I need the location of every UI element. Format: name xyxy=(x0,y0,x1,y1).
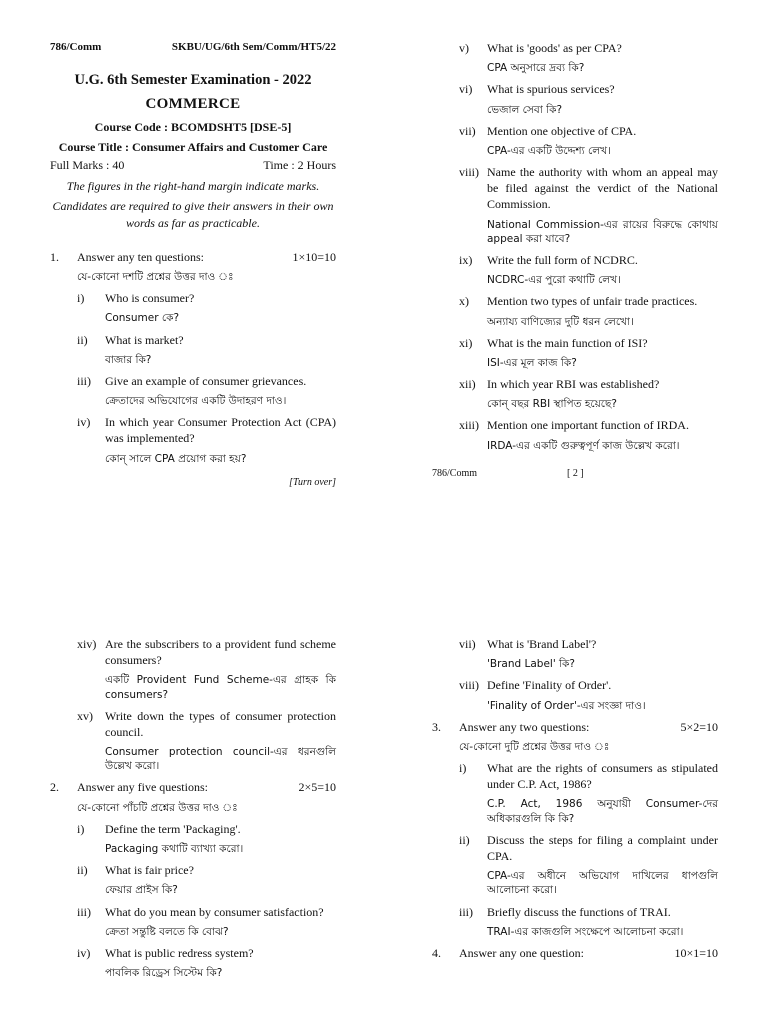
list-item xyxy=(77,373,336,408)
item-text-bengali: ISI-এর মূল কাজ কি? xyxy=(487,356,577,369)
instructions-line-2: Candidates are required to give their answers in their own words as far as practicable. xyxy=(52,199,334,230)
item-text-bengali: 'Finality of Order'-এর সংজ্ঞা দাও। xyxy=(487,699,646,712)
item-number: ii) xyxy=(77,863,88,878)
list-item xyxy=(459,760,718,826)
item-text: In which year RBI was established? xyxy=(487,377,660,392)
marks-time-row xyxy=(50,157,336,173)
question-number: 4. xyxy=(432,945,441,960)
question-number: 3. xyxy=(432,719,441,734)
question-2-bengali: যে-কোনো পাঁচটি প্রশ্নের উত্তর দাও ঃ xyxy=(77,801,238,814)
item-text: Who is consumer? xyxy=(105,291,195,306)
paper-code: 786/Comm xyxy=(50,41,102,53)
list-item xyxy=(77,636,336,702)
item-text-bengali: CPA অনুসারে দ্রব্য কি? xyxy=(487,62,585,75)
footer-code: 786/Comm xyxy=(432,467,478,479)
item-number: ix) xyxy=(459,252,473,267)
question-3-bengali: যে-কোনো দুটি প্রশ্নের উত্তর দাও ঃ xyxy=(459,740,610,753)
item-number: iv) xyxy=(77,415,91,430)
item-text-bengali: ক্রেতা সন্তুষ্টি বলতে কি বোঝ? xyxy=(105,925,229,938)
item-number: ii) xyxy=(77,332,88,347)
item-text-bengali: IRDA-এর একটি গুরুত্বপূর্ণ কাজ উল্লেখ করো। xyxy=(487,439,680,452)
list-item xyxy=(459,417,718,452)
item-number: vii) xyxy=(459,637,476,651)
page-footer xyxy=(432,467,718,481)
list-item xyxy=(459,293,718,328)
item-text-bengali: ভেজাল সেবা কি? xyxy=(487,103,563,116)
page-bottom-right xyxy=(432,636,718,961)
item-number: iv) xyxy=(77,945,91,960)
item-text: Are the subscribers to a provident fund scheme consumers? xyxy=(105,637,336,668)
item-number: i) xyxy=(77,821,85,836)
item-text: What do you mean by consumer satisfaction? xyxy=(105,904,324,919)
question-1 xyxy=(50,249,336,265)
item-text: What is 'Brand Label'? xyxy=(487,637,597,651)
list-item xyxy=(77,904,336,939)
question-2 xyxy=(50,779,336,795)
page-top-right xyxy=(432,40,718,480)
item-text-bengali: Packaging কথাটি ব্যাখ্যা করো। xyxy=(105,842,244,855)
item-number: i) xyxy=(77,291,85,306)
page-top-left xyxy=(50,40,336,489)
question-text: Answer any one question: xyxy=(459,945,584,960)
question-marks: 1×10=10 xyxy=(292,249,336,264)
item-text-bengali: TRAI-এর কাজগুলি সংক্ষেপে আলোচনা করো। xyxy=(487,925,684,938)
item-number: xii) xyxy=(459,377,476,392)
list-item xyxy=(459,81,718,116)
list-item xyxy=(459,636,718,671)
item-number: xiv) xyxy=(77,637,97,651)
item-text-bengali: C.P. Act, 1986 অনুযায়ী Consumer-দের অধিকারগুলি কি কি? xyxy=(487,798,718,825)
item-text-bengali: CPA-এর একটি উদ্দেশ্য লেখ। xyxy=(487,144,611,157)
footer-page-number: [ 2 ] xyxy=(567,467,584,479)
item-number: viii) xyxy=(459,165,479,180)
turn-over-note: [Turn over] xyxy=(289,476,336,488)
item-text: Discuss the steps for filing a complaint under CPA. xyxy=(487,832,718,863)
item-number: viii) xyxy=(459,678,479,693)
question-text: Answer any five questions: xyxy=(77,780,208,795)
list-item xyxy=(459,376,718,411)
item-text-bengali: CPA-এর অধীনে অভিযোগ দাখিলের ধাপগুলি আলোচনা করো। xyxy=(487,870,718,897)
item-text: What are the rights of consumers as stipulated under C.P. Act, 1986? xyxy=(487,761,718,792)
question-number: 2. xyxy=(50,780,59,795)
list-item xyxy=(459,904,718,939)
item-text: What is the main function of ISI? xyxy=(487,335,648,350)
item-text-bengali: National Commission-এর রায়ের বিরুদ্ধে কোথায় appeal করা যাবে? xyxy=(487,218,718,245)
exam-title: U.G. 6th Semester Examination - 2022 xyxy=(74,71,312,88)
item-number: iii) xyxy=(77,904,91,919)
list-item xyxy=(77,821,336,856)
item-text: Mention one objective of CPA. xyxy=(487,123,637,138)
list-item xyxy=(77,332,336,367)
item-text-bengali: একটি Provident Fund Scheme-এর গ্রাহক কি consumers? xyxy=(105,674,336,701)
list-item xyxy=(459,832,718,898)
item-text: Write down the types of consumer protection council. xyxy=(105,708,336,739)
item-number: xv) xyxy=(77,708,93,723)
item-number: i) xyxy=(459,761,467,776)
header-row xyxy=(50,40,336,55)
list-item xyxy=(77,862,336,897)
item-text: Write the full form of NCDRC. xyxy=(487,252,638,267)
item-number: vii) xyxy=(459,123,476,138)
question-3 xyxy=(432,719,718,735)
list-item xyxy=(459,252,718,287)
list-item xyxy=(77,708,336,774)
item-text-bengali: কোন্ বছর RBI স্থাপিত হয়েছে? xyxy=(487,398,617,411)
question-text: Answer any two questions: xyxy=(459,719,590,734)
item-text: Define the term 'Packaging'. xyxy=(105,821,241,836)
item-text-bengali: 'Brand Label' কি? xyxy=(487,658,575,671)
question-1-bengali: যে-কোনো দশটি প্রশ্নের উত্তর দাও ঃ xyxy=(77,270,234,283)
item-text: What is spurious services? xyxy=(487,82,615,97)
question-text: Answer any ten questions: xyxy=(77,249,204,264)
item-text: What is 'goods' as per CPA? xyxy=(487,41,622,55)
item-text-bengali: NCDRC-এর পুরো কথাটি লেখ। xyxy=(487,274,621,287)
instructions-line-1: The figures in the right-hand margin indicate marks. xyxy=(66,179,320,194)
list-item xyxy=(459,677,718,712)
question-marks: 10×1=10 xyxy=(674,945,718,960)
item-text: Mention two types of unfair trade practices. xyxy=(487,294,698,309)
list-item xyxy=(459,40,718,75)
item-text-bengali: পাবলিক রিড্রেস সিস্টেম কি? xyxy=(105,967,223,980)
item-text: In which year Consumer Protection Act (CPA) was implemented? xyxy=(105,415,336,446)
list-item xyxy=(77,414,336,466)
item-text-bengali: ফেয়ার প্রাইস কি? xyxy=(105,884,178,897)
list-item xyxy=(77,945,336,980)
item-text-bengali: ক্রেতাদের অভিযোগের একটি উদাহরণ দাও। xyxy=(105,395,287,408)
subject-title: COMMERCE xyxy=(145,96,241,113)
page-bottom-left xyxy=(50,636,336,980)
course-code: Course Code : BCOMDSHT5 [DSE-5] xyxy=(94,119,292,134)
item-number: x) xyxy=(459,294,469,309)
item-text: Briefly discuss the functions of TRAI. xyxy=(487,904,671,919)
full-marks: Full Marks : 40 xyxy=(50,158,125,173)
item-text: Mention one important function of IRDA. xyxy=(487,418,689,433)
item-text-bengali: অন্যায্য বাণিজ্যের দুটি ধরন লেখো। xyxy=(487,315,634,328)
item-text-bengali: Consumer protection council-এর ধরনগুলি উল্লেখ করো। xyxy=(105,746,336,773)
list-item xyxy=(459,164,718,246)
item-number: vi) xyxy=(459,82,473,97)
question-marks: 2×5=10 xyxy=(298,780,336,795)
item-number: v) xyxy=(459,41,469,55)
course-title: Course Title : Consumer Affairs and Customer Care xyxy=(58,139,328,154)
item-text: What is market? xyxy=(105,332,184,347)
paper-ref: SKBU/UG/6th Sem/Comm/HT5/22 xyxy=(171,41,336,53)
item-text: Give an example of consumer grievances. xyxy=(105,373,307,388)
item-text-bengali: Consumer কে? xyxy=(105,312,180,325)
item-text: Name the authority with whom an appeal may be filed against the verdict of the National Commission. xyxy=(487,165,718,212)
item-number: iii) xyxy=(77,373,91,388)
question-number: 1. xyxy=(50,249,59,264)
time-limit: Time : 2 Hours xyxy=(263,158,336,173)
item-number: iii) xyxy=(459,904,473,919)
item-text: Define 'Finality of Order'. xyxy=(487,678,612,693)
item-number: xiii) xyxy=(459,418,479,433)
item-text-bengali: কোন্ সালে CPA প্রয়োগ করা হয়? xyxy=(105,452,247,465)
item-number: ii) xyxy=(459,832,470,847)
list-item xyxy=(459,123,718,158)
list-item xyxy=(77,290,336,325)
item-text-bengali: বাজার কি? xyxy=(105,353,152,366)
list-item xyxy=(459,335,718,370)
item-text: What is public redress system? xyxy=(105,945,254,960)
item-text: What is fair price? xyxy=(105,863,194,878)
question-marks: 5×2=10 xyxy=(680,719,718,734)
item-number: xi) xyxy=(459,335,473,350)
question-4 xyxy=(432,945,718,961)
